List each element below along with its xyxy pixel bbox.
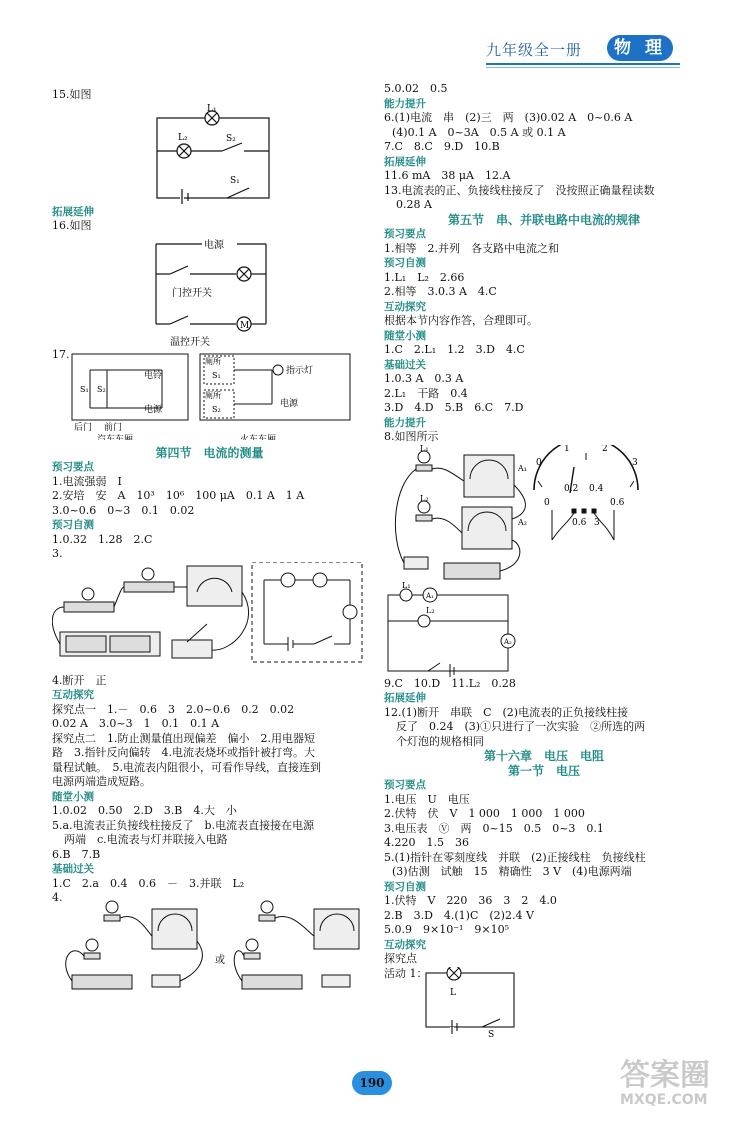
meter-top-3: 3 xyxy=(632,457,638,468)
caption-train: 火车车厢 xyxy=(240,434,277,440)
circuit-label-a1: A₁ xyxy=(426,591,434,600)
figure-activity-1 xyxy=(384,967,704,1037)
text-line: 1.0.32 1.28 2.C xyxy=(52,532,153,546)
photo-label-l1: L₁ xyxy=(420,444,429,453)
text-line: 12.(1)断开 串联 C (2)电流表的正负接线柱接 xyxy=(384,705,629,719)
figure-q15 xyxy=(52,103,367,205)
terminal-0.6: 0.6 xyxy=(572,517,587,528)
text-line: 探究点一 1.－ 0.6 3 2.0~0.6 0.2 0.02 xyxy=(52,702,295,716)
photo-label-a2: A₂ xyxy=(518,517,527,527)
heading-hudong: 互动探究 xyxy=(384,938,426,951)
text-line: 0.28 A xyxy=(396,198,432,211)
text-line: 反了 0.24 (3)①只进行了一次实验 ②所选的两 xyxy=(396,720,646,733)
heading-zice: 预习自测 xyxy=(52,519,94,531)
circuit-q16 xyxy=(52,234,367,348)
label-power-car: 电源 xyxy=(144,404,163,415)
text-line: 4. xyxy=(52,891,63,904)
heading-zice: 预习自测 xyxy=(384,880,426,893)
right-column xyxy=(384,82,704,1037)
circuit-zc3 xyxy=(52,562,367,674)
chapter-16-title: 第十六章 电压 电阻 xyxy=(483,749,604,763)
text-line: 1.C 2.a 0.4 0.6 － 3.并联 L₂ xyxy=(52,876,245,890)
text-line: 根据本节内容作答，合理即可。 xyxy=(384,314,538,327)
text-line: 活动 1： xyxy=(384,966,428,980)
watermark xyxy=(620,1060,740,1110)
text-line: 2.B 3.D 4.(1)C (2)2.4 V xyxy=(384,908,534,922)
label-s: S xyxy=(488,1029,495,1037)
label-back-door: 后门 xyxy=(74,422,93,433)
text-line: 2.相等 3.0.3 A 4.C xyxy=(384,285,497,298)
section-4-title: 第四节 电流的测量 xyxy=(155,445,264,460)
figure-q16 xyxy=(52,234,367,348)
label-s2: S₂ xyxy=(226,133,236,144)
page-number: 190 xyxy=(352,1071,392,1095)
text-line: 13.电流表的正、负接线柱接反了 没按照正确量程读数 xyxy=(384,183,655,197)
text-line: 9.C 10.D 11.L₂ 0.28 xyxy=(384,676,516,690)
label-power: 电源 xyxy=(204,239,224,251)
text-line: 7.C 8.C 9.D 10.B xyxy=(384,140,500,153)
left-column xyxy=(52,88,367,1001)
text-line: 电源两端造成短路。 xyxy=(52,775,151,788)
subject-badge: 物 理 xyxy=(607,35,673,61)
header-rule-thin xyxy=(486,67,680,68)
heading-tuozhan: 拓展延伸 xyxy=(384,692,426,704)
text-line: 量程试触。 5.电流表内阻很小，可看作导线，直接连到 xyxy=(52,760,321,774)
label-s1: S₁ xyxy=(230,175,240,186)
grade-label: 九年级全一册 xyxy=(486,41,583,59)
heading-suitang: 随堂小测 xyxy=(52,790,94,803)
text-line: 5.(1)指针在零刻度线 并联 (2)正接线柱 负接线柱 xyxy=(384,850,646,864)
text-line: 1.电流强弱 I xyxy=(52,474,122,488)
text-line: 6.B 7.B xyxy=(52,847,101,861)
text-line: (4)0.1 A 0~3A 0.5 A 或 0.1 A xyxy=(392,125,566,139)
text-line: 8.如图所示 xyxy=(384,430,439,443)
figure-r8 xyxy=(384,445,704,677)
text-line: 1.0.02 0.50 2.D 3.B 4.大 小 xyxy=(52,804,237,817)
text-line: 2.L₁ 干路 0.4 xyxy=(384,386,468,400)
label-lamp: 指示灯 xyxy=(286,365,314,376)
heading-yuxi: 预习要点 xyxy=(52,461,94,473)
text-line: 3.0~0.6 0~3 0.1 0.02 xyxy=(52,503,195,517)
text-line: 探究点二 1.防止测量值出现偏差 偏小 2.用电器短 xyxy=(52,731,315,745)
figure-zc3 xyxy=(52,562,367,674)
text-line: 1.伏特 V 220 36 3 2 4.0 xyxy=(384,894,557,907)
circuit-r8 xyxy=(384,445,704,677)
label-l1: L₁ xyxy=(207,103,217,114)
text-line: 5.a.电流表正负接线柱接反了 b.电流表直接接在电源 xyxy=(52,818,315,832)
circuit-q17 xyxy=(52,348,367,440)
meter-bottom-0.4: 0.4 xyxy=(589,483,604,494)
answer-q15: 15.如图 xyxy=(52,88,92,101)
text-line: 路 3.指针反向偏转 4.电流表烧坏或指针被打弯。大 xyxy=(52,746,315,759)
text-line: 5.0.02 0.5 xyxy=(384,82,448,95)
section-1-title: 第一节 电压 xyxy=(507,763,580,778)
heading-suitang: 随堂小测 xyxy=(384,329,426,342)
text-line: 2.伏特 伏 V 1 000 1 000 1 000 xyxy=(384,807,585,820)
label-bell: 电铃 xyxy=(144,370,163,381)
text-line: 1.L₁ L₂ 2.66 xyxy=(384,270,465,284)
label-toilet-1: 厕所 xyxy=(205,356,221,366)
answer-q17: 17. xyxy=(52,347,70,361)
circuit-activity-1 xyxy=(384,967,704,1037)
header-rule xyxy=(486,63,680,65)
text-line: 两端 c.电流表与灯并联接入电路 xyxy=(64,833,228,846)
watermark-line2: MXQE.COM xyxy=(620,1092,708,1108)
photo-label-l2: L₂ xyxy=(420,493,429,503)
section-5-title: 第五节 串、并联电路中电流的规律 xyxy=(447,212,640,227)
label-or: 或 xyxy=(215,955,225,966)
text-line: 5.0.9 9×10⁻¹ 9×10⁵ xyxy=(384,923,510,936)
label-temp-switch: 温控开关 xyxy=(170,336,210,348)
text-line: 个灯泡的规格相同 xyxy=(396,734,484,748)
heading-jichu: 基础过关 xyxy=(384,358,426,371)
circuit-q15 xyxy=(52,103,367,205)
text-line: 3.D 4.D 5.B 6.C 7.D xyxy=(384,401,524,414)
label-power-train: 电源 xyxy=(280,398,299,409)
circuit-label-l2: L₂ xyxy=(426,605,435,615)
text-line: 3.电压表 Ⓥ 两 0~15 0.5 0~3 0.1 xyxy=(384,821,604,835)
heading-hudong: 互动探究 xyxy=(52,689,94,701)
heading-jichu: 基础过关 xyxy=(52,863,94,875)
text-line: 1.0.3 A 0.3 A xyxy=(384,372,464,385)
heading-tuozhan: 拓展延伸 xyxy=(52,205,94,218)
figure-jc4 xyxy=(52,891,367,1001)
heading-hudong: 互动探究 xyxy=(384,300,426,313)
label-front-door: 前门 xyxy=(104,422,123,433)
circuit-label-a2: A₂ xyxy=(504,637,512,646)
text-line: 4.220 1.5 36 xyxy=(384,836,469,849)
text-line: 4.断开 正 xyxy=(52,673,107,687)
heading-zice: 预习自测 xyxy=(384,257,426,269)
photo-label-a1: A₁ xyxy=(518,463,527,473)
text-line: 11.6 mA 38 μA 12.A xyxy=(384,169,511,182)
terminal-3: 3 xyxy=(594,517,600,528)
circuit-jc4 xyxy=(52,891,367,1001)
text-line: 探究点 xyxy=(384,952,417,965)
label-l2: L₂ xyxy=(178,132,188,143)
text-line: 3. xyxy=(52,547,63,560)
watermark-line1: 答案圈 xyxy=(620,1058,710,1093)
heading-yuxi: 预习要点 xyxy=(384,779,426,791)
label-s1-train: S₁ xyxy=(212,370,221,380)
meter-top-0: 0 xyxy=(536,457,542,468)
text-line: 2.安培 安 A 10³ 10⁶ 100 μA 0.1 A 1 A xyxy=(52,489,305,502)
text-line: (3)估测 试触 15 精确性 3 V (4)电源两端 xyxy=(392,865,632,878)
label-motor: M xyxy=(240,320,250,331)
answer-q16: 16.如图 xyxy=(52,219,92,232)
label-l: L xyxy=(450,987,456,998)
meter-bottom-0: 0 xyxy=(544,497,550,508)
label-s2-train: S₂ xyxy=(212,404,221,414)
label-s1-car: S₁ xyxy=(80,384,89,394)
text-line: 1.电压 U 电压 xyxy=(384,792,470,806)
meter-bottom-0.6: 0.6 xyxy=(610,497,625,508)
meter-bottom-0.2: 0.2 xyxy=(564,483,579,494)
text-line: 1.C 2.L₁ 1.2 3.D 4.C xyxy=(384,343,525,356)
meter-top-1: 1 xyxy=(564,444,570,454)
label-door-switch: 门控开关 xyxy=(172,287,212,299)
heading-tuozhan: 拓展延伸 xyxy=(384,155,426,168)
text-line: 6.(1)电流 串 (2)三 两 (3)0.02 A 0~0.6 A xyxy=(384,111,633,124)
heading-nengli: 能力提升 xyxy=(384,97,426,110)
label-s2-car: S₂ xyxy=(97,384,106,394)
circuit-label-l1: L₁ xyxy=(402,580,411,590)
figure-q17 xyxy=(52,348,367,440)
text-line: 1.相等 2.并列 各支路中电流之和 xyxy=(384,241,559,255)
label-toilet-2: 厕所 xyxy=(205,390,221,400)
text-line: 0.02 A 3.0~3 1 0.1 0.1 A xyxy=(52,717,220,730)
heading-yuxi: 预习要点 xyxy=(384,228,426,240)
heading-nengli: 能力提升 xyxy=(384,416,426,429)
meter-top-2: 2 xyxy=(602,444,608,454)
page-header xyxy=(486,33,694,67)
caption-car: 汽车车厢 xyxy=(97,434,134,440)
